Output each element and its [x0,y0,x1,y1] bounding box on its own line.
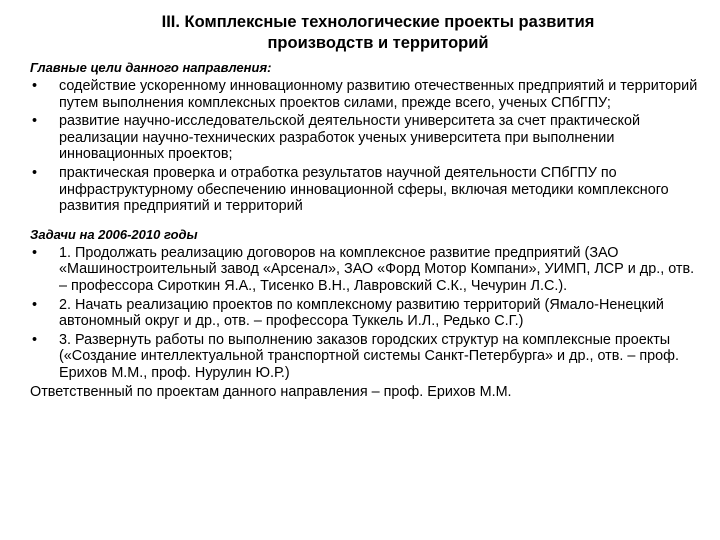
goal-item-3 [30,165,706,215]
title-line-2: производств и территорий [267,34,489,52]
goals-heading: Главные цели данного направления: [30,60,272,75]
goal-item-text: развитие научно-исследовательской деятельности университета за счет практической реализации научно-технических разработок ученых университета при выполнении инновационных проектов; [59,113,641,163]
goal-item-2 [30,113,706,163]
task-item-1 [30,245,706,295]
tasks-heading: Задачи на 2006-2010 годы [30,226,198,242]
bullet-icon: • [32,296,38,313]
tasks-list [30,245,706,382]
bullet-icon: • [32,78,38,94]
goal-item-1 [30,78,706,111]
bullet-icon: • [32,113,38,130]
responsible-line: Ответственный по проектам данного направления – проф. Ерихов М.М. [30,383,512,400]
task-item-text: 2. Начать реализацию проектов по комплексному развитию территорий (Ямало-Ненецкий автономный округ и др., отв. – профессора Туккель И.Л., Редько С.Г.) [59,296,664,330]
task-item-text: 3. Развернуть работы по выполнению заказов городских структур на комплексные проекты («Создание интеллектуальной транспортной системы Санкт-Петербурга» и др., отв. – проф. Ерихов М.М., проф. Нурулин Ю.Р.) [59,331,680,381]
goal-item-text: практическая проверка и отработка результатов научной деятельности СПбГПУ по инфраструктурному обеспечению инновационной сферы, включая методики комплексного развития предприятий и территорий [59,164,669,215]
task-item-2 [30,297,706,330]
bullet-icon: • [32,331,38,348]
task-item-3 [30,332,706,382]
goals-list [30,78,706,215]
title-line-1: III. Комплексные технологические проекты развития [161,13,595,31]
slide-title [50,12,706,54]
goal-item-text: содействие ускоренному инновационному развитию отечественных предприятий и территорий путем выполнения комплексных проектов силами, прежде всего, ученых СПбГПУ; [59,78,698,111]
bullet-icon: • [32,164,38,181]
task-item-text: 1. Продолжать реализацию договоров на комплексное развитие предприятий (ЗАО «Машиностроительный завод «Арсенал», ЗАО «Форд Мотор Компани», УИМП, ЛСР и др., отв. – профессора Сироткин Я.А., Тисенко В.Н., Лавровский С.К., Чечурин Л.С.). [59,244,695,294]
bullet-icon: • [32,244,38,261]
